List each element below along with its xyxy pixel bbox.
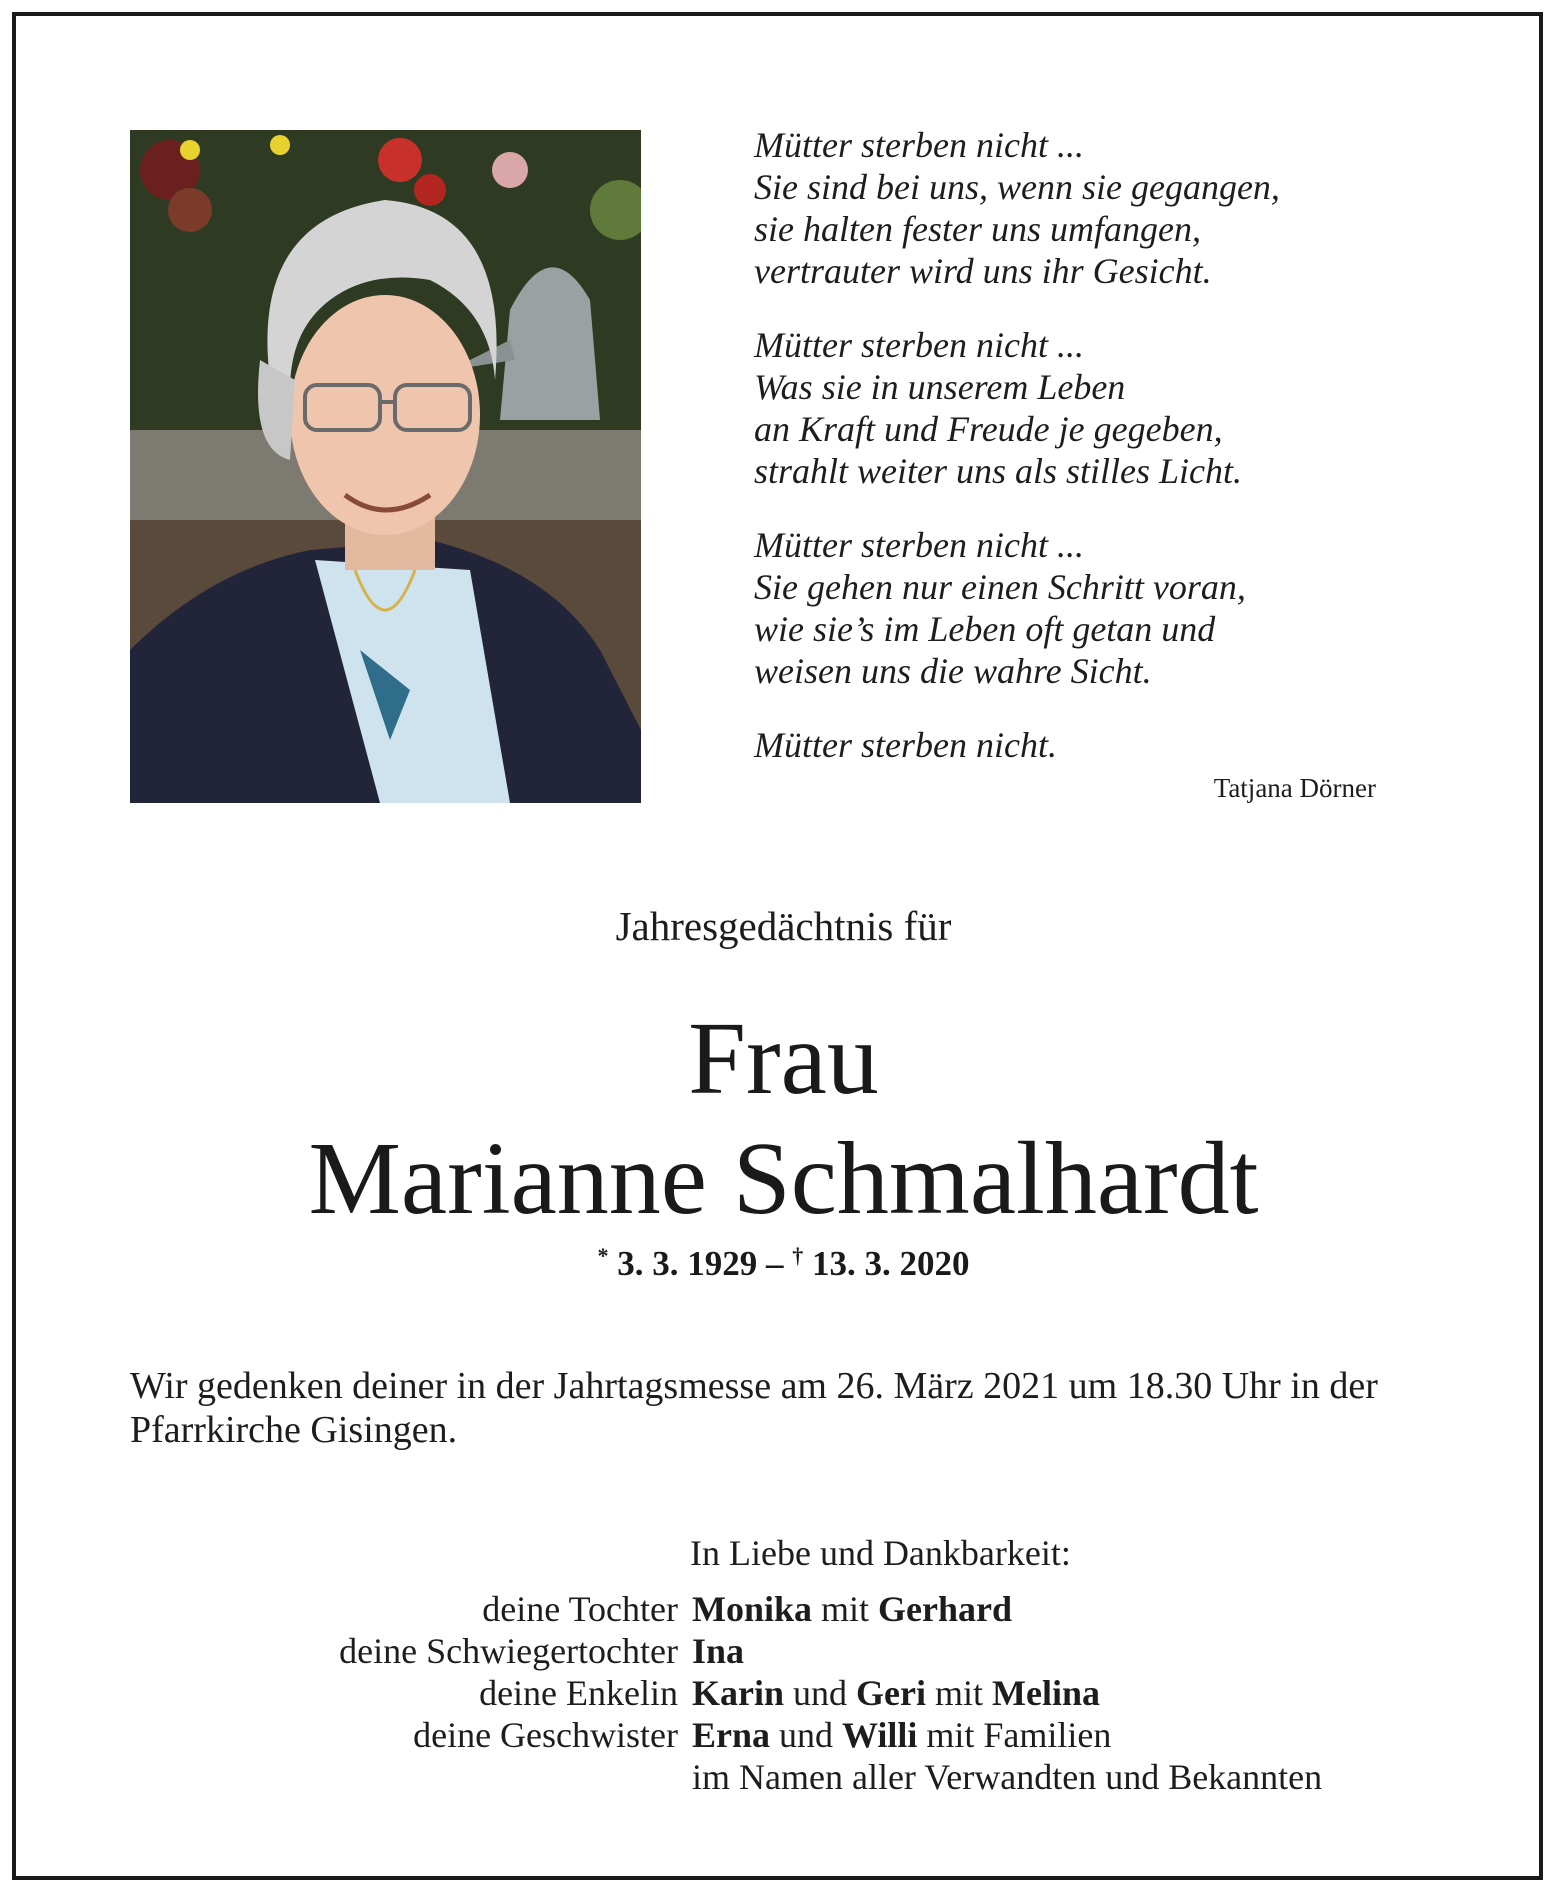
family-names — [692, 1672, 1100, 1714]
family-connector: und — [784, 1673, 857, 1713]
family-member-name: Geri — [856, 1673, 926, 1713]
family-relation: deine Schwiegertochter — [339, 1631, 678, 1671]
family-row — [150, 1588, 1550, 1630]
family-names — [692, 1756, 1322, 1798]
family-connector: und — [770, 1715, 843, 1755]
family-row — [150, 1630, 1550, 1672]
death-symbol: † — [792, 1243, 804, 1268]
family-list — [150, 1588, 1550, 1798]
poem-stanza — [754, 524, 1474, 692]
family-connector: mit — [925, 1673, 992, 1713]
poem-line: Sie gehen nur einen Schritt voran, — [754, 567, 1246, 607]
birth-symbol: * — [597, 1243, 609, 1268]
family-row — [150, 1672, 1550, 1714]
birth-date: 3. 3. 1929 — [617, 1244, 758, 1283]
death-date: 13. 3. 2020 — [812, 1244, 970, 1283]
family-row — [150, 1714, 1550, 1756]
family-relation: deine Geschwister — [413, 1715, 678, 1755]
poem-stanza — [754, 124, 1474, 292]
poem-line: Mütter sterben nicht. — [754, 725, 1057, 765]
poem-author: Tatjana Dörner — [1213, 773, 1376, 803]
poem-stanza — [754, 324, 1474, 492]
life-dates — [0, 1243, 1567, 1284]
family-connector: mit — [812, 1589, 879, 1629]
poem — [754, 124, 1474, 798]
poem-line: an Kraft und Freude je gegeben, — [754, 409, 1223, 449]
poem-line: vertrauter wird uns ihr Gesicht. — [754, 251, 1212, 291]
memorial-text: Wir gedenken deiner in der Jahrtagsmesse am 26. März 2021 um 18.30 Uhr in der Pfarrkirche Gisingen. — [130, 1365, 1378, 1451]
closing-line: In Liebe und Dankbarkeit: — [690, 1533, 1071, 1573]
poem-line: strahlt weiter uns als stilles Licht. — [754, 451, 1243, 491]
family-connector: mit Familien — [917, 1715, 1112, 1755]
poem-line: Mütter sterben nicht ... — [754, 125, 1084, 165]
family-connector: im Namen aller Verwandten und Bekannten — [692, 1757, 1323, 1797]
family-relation — [150, 1756, 692, 1798]
poem-line: weisen uns die wahre Sicht. — [754, 651, 1152, 691]
memorial-intro: Jahresgedächtnis für — [615, 903, 952, 949]
family-member-name: Willi — [842, 1715, 918, 1755]
family-member-name: Erna — [692, 1715, 771, 1755]
family-names — [692, 1714, 1111, 1756]
family-member-name: Gerhard — [878, 1589, 1013, 1629]
portrait-photo — [130, 130, 641, 803]
poem-line: Mütter sterben nicht ... — [754, 525, 1084, 565]
poem-line: wie sie’s im Leben oft getan und — [754, 609, 1216, 649]
poem-line: Sie sind bei uns, wenn sie gegangen, — [754, 167, 1280, 207]
date-separator: – — [766, 1244, 784, 1283]
family-names — [692, 1588, 1012, 1630]
poem-stanza — [754, 724, 1474, 766]
deceased-title: Frau — [688, 1001, 879, 1116]
family-member-name: Ina — [692, 1631, 745, 1671]
family-relation: deine Tochter — [482, 1589, 678, 1629]
family-member-name: Melina — [992, 1673, 1100, 1713]
poem-line: Was sie in unserem Leben — [754, 367, 1126, 407]
poem-line: sie halten fester uns umfangen, — [754, 209, 1201, 249]
family-row — [150, 1756, 1550, 1798]
deceased-name: Marianne Schmalhardt — [308, 1121, 1259, 1236]
family-names — [692, 1630, 744, 1672]
poem-line: Mütter sterben nicht ... — [754, 325, 1084, 365]
family-member-name: Monika — [692, 1589, 813, 1629]
family-member-name: Karin — [692, 1673, 785, 1713]
family-relation: deine Enkelin — [479, 1673, 678, 1713]
portrait-photo-illustration — [130, 130, 641, 803]
